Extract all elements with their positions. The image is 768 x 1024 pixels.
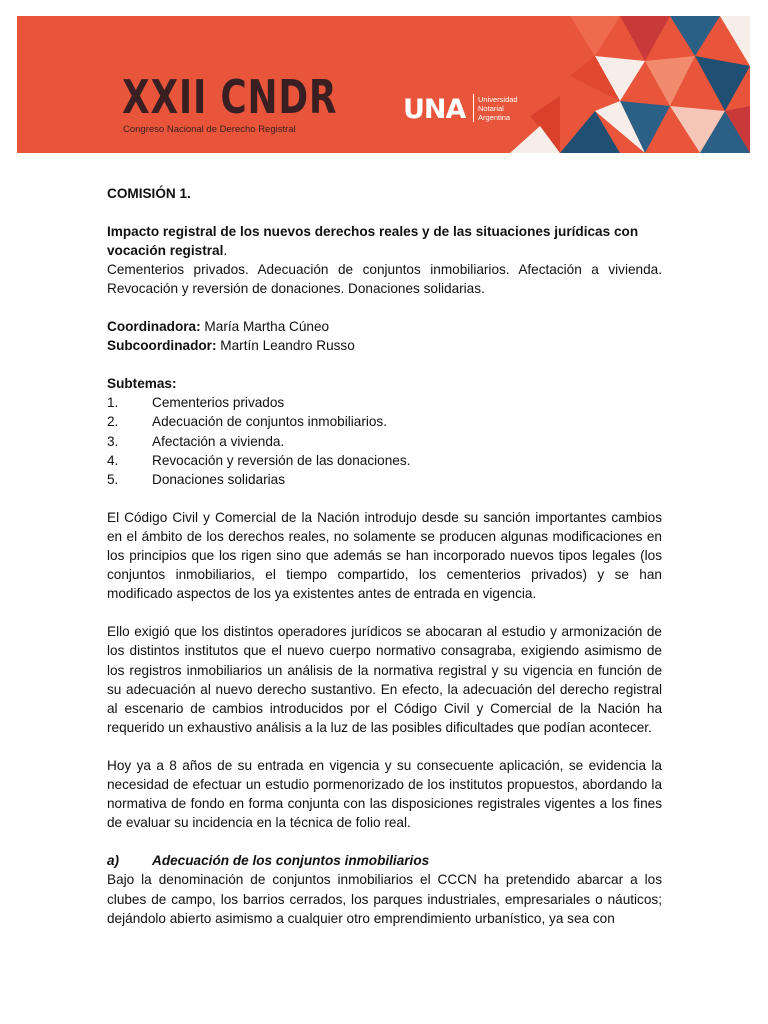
list-item: 2. Adecuación de conjuntos inmobiliarios. xyxy=(107,414,388,430)
university-logo: UNA xyxy=(403,94,466,125)
subcoordinator: Subcoordinador: Martín Leandro Russo xyxy=(107,338,355,354)
list-item: 3. Afectación a vivienda. xyxy=(107,433,285,449)
subtopics-list xyxy=(107,393,662,489)
university-name: Universidad Notarial Argentina xyxy=(478,95,518,122)
topic-title: Impacto registral de los nuevos derechos reales y de las situaciones jurídicas con vocación registral. xyxy=(107,223,639,258)
paragraph: Ello exigió que los distintos operadores jurídicos se abocaran al estudio y armonización de los distintos institutos que el nuevo cuerpo normativo consagraba, exigiendo asimismo de los registros inmobiliarios un análisis de la normativa registral y su vigencia en función de su adecuación al nuevo derecho sustantivo. En efecto, la adecuación del derecho registral al escenario de cambios introducidos por el Código Civil y Comercial de la Nación ha requerido un exhaustivo análisis a la luz de las posibles dificultades que podían acontecer. xyxy=(107,624,662,736)
coordinator: Coordinadora: María Martha Cúneo xyxy=(107,319,330,335)
topic-description: Cementerios privados. Adecuación de conjuntos inmobiliarios. Afectación a vivienda. Revocación y reversión de donaciones. Donaciones solidarias. xyxy=(107,262,662,297)
event-logo-subtitle: Congreso Nacional de Derecho Registral xyxy=(123,124,296,135)
commission-heading: COMISIÓN 1. xyxy=(107,186,191,201)
logo-divider xyxy=(473,94,474,122)
list-item: 1. Cementerios privados xyxy=(107,395,285,411)
paragraph: Bajo la denominación de conjuntos inmobiliarios el CCCN ha pretendido abarcar a los clubes de campo, los barrios cerrados, los parques industriales, empresariales o náuticos; dejándolo abierto asimismo a cualquier otro emprendimiento urbanístico, ya sea con xyxy=(107,872,662,926)
section-heading: a) Adecuación de los conjuntos inmobiliarios xyxy=(107,853,430,869)
document-body xyxy=(107,184,662,928)
subtopics-heading: Subtemas: xyxy=(107,375,177,391)
list-item: 4. Revocación y reversión de las donaciones. xyxy=(107,452,411,468)
list-item: 5. Donaciones solidarias xyxy=(107,471,285,487)
paragraph: Hoy ya a 8 años de su entrada en vigencia y su consecuente aplicación, se evidencia la necesidad de efectuar un estudio pormenorizado de los institutos propuestos, abordando la normativa de fondo en forma conjunta con las disposiciones registrales vigentes a los fines de evaluar su incidencia en la técnica de folio real. xyxy=(107,757,662,831)
header-banner xyxy=(17,16,750,153)
event-logo-title: XXII CNDR xyxy=(122,70,338,124)
geometric-pattern xyxy=(450,16,750,153)
paragraph: El Código Civil y Comercial de la Nación introdujo desde su sanción importantes cambios en el ámbito de los derechos reales, no solamente se producen algunas modificaciones en los principios que los rigen sino que además se han incorporado nuevos tipos legales (los conjuntos inmobiliarios, el tiempo compartido, los cementerios privados) y se han modificado aspectos de los ya existentes antes de entrada en vigencia. xyxy=(107,509,662,602)
